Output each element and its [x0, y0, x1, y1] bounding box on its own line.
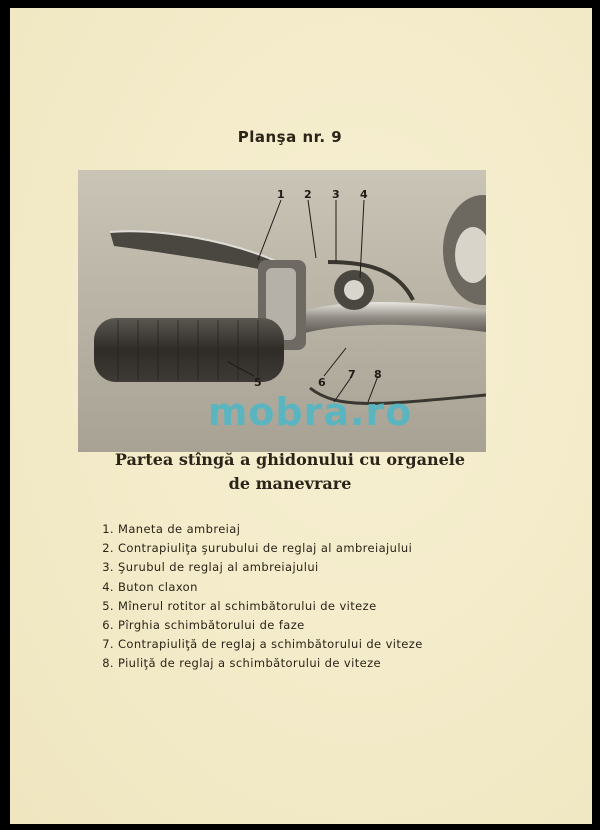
- callout-2: 2: [304, 188, 312, 201]
- callout-4: 4: [360, 188, 368, 201]
- callout-5: 5: [254, 376, 262, 389]
- callout-3: 3: [332, 188, 340, 201]
- legend-item: 3. Şurubul de reglaj al ambreiajului: [102, 560, 319, 575]
- callout-8: 8: [374, 368, 382, 381]
- legend-item: 5. Mînerul rotitor al schimbătorului de viteze: [102, 598, 377, 613]
- legend-item: 7. Contrapiuliţă de reglaj a schimbătorului de viteze: [102, 637, 423, 652]
- callout-7: 7: [348, 368, 356, 381]
- legend-item: 2. Contrapiuliţa şurubului de reglaj al ambreiajului: [102, 541, 413, 556]
- legend-item: 1. Maneta de ambreiaj: [102, 522, 241, 536]
- watermark: mobra.ro: [207, 390, 413, 434]
- callout-6: 6: [318, 376, 326, 389]
- manual-page: [10, 8, 592, 824]
- figure-caption: [90, 448, 490, 496]
- callout-1: 1: [277, 188, 285, 201]
- caption-line-1: Partea stîngă a ghidonului cu organele: [114, 450, 466, 469]
- page-title: Planşa nr. 9: [237, 128, 343, 146]
- legend-item: 8. Piuliţă de reglaj a schimbătorului de viteze: [102, 656, 382, 671]
- parts-legend: [96, 520, 496, 674]
- caption-line-2: de manevrare: [228, 474, 352, 493]
- legend-item: 4. Buton claxon: [102, 579, 198, 594]
- legend-item: 6. Pîrghia schimbătorului de faze: [102, 617, 305, 632]
